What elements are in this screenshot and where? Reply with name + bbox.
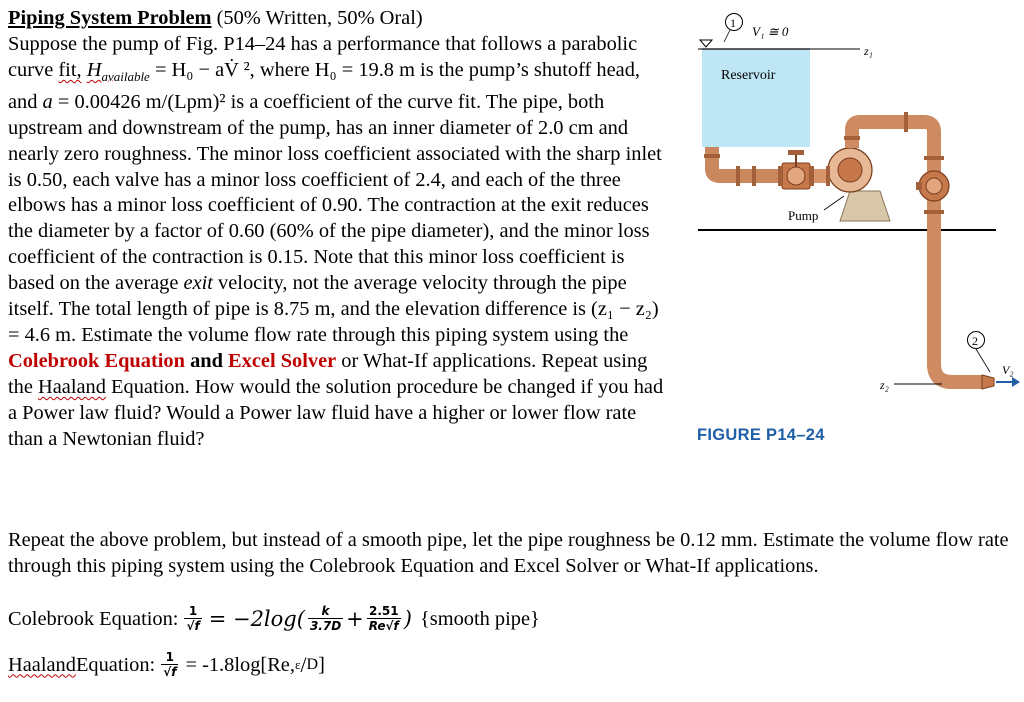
haaland-end: ]	[318, 653, 325, 676]
haaland-slash: /	[300, 652, 307, 677]
point-2-label: 2	[972, 334, 978, 348]
point-1-label: 1	[730, 16, 736, 30]
excel-solver-highlight: Excel Solver	[228, 349, 337, 372]
problem-text-1: Suppose the pump of Fig. P14–24 has a performance that follows a parabolic curve	[8, 32, 638, 81]
haaland-rhs: = -1.8log[Re,	[185, 653, 295, 676]
outlet-pipe	[852, 122, 982, 382]
colebrook-close: )	[403, 607, 412, 631]
problem-text-5: or What-If applications. Repeat using the	[8, 349, 648, 398]
colebrook-lhs-fraction: $\frac{1}{√f}$	[186, 604, 200, 633]
pump-label: Pump	[788, 208, 819, 223]
pump-base	[840, 191, 890, 221]
z1-label: z₁	[864, 44, 873, 58]
colebrook-equation	[8, 604, 540, 634]
piping-figure	[690, 6, 1020, 446]
haaland-epsilon: ε	[294, 657, 301, 672]
problem-title: Piping System Problem	[8, 7, 212, 29]
repeat-text: Repeat the above problem, but instead of a smooth pipe, let the pipe roughness be 0.12 mm. Estimate the volume flow rate through this piping system using the Colebrook Equation and Excel Solver or What-If applications.	[8, 529, 1009, 577]
problem-text-4: velocity, not the average velocity through the pipe itself. The total length of pipe is 8.75 m, and the elevation difference is (z₁ − z₂) = 4.6 m. Estimate the volume flow rate through this piping system using the	[8, 272, 659, 346]
water-surface-marker	[700, 40, 712, 47]
problem-text-2: = H₀ − aV̇ ², where H₀ = 19.8 m is the pump’s shutoff head, and	[8, 58, 640, 113]
reservoir-water	[702, 49, 810, 147]
problem-statement	[8, 6, 668, 452]
colebrook-highlight: Colebrook Equation	[8, 349, 185, 372]
problem-text-3: = 0.00426 m/(Lpm)² is a coefficient of the curve fit. The pipe, both upstream and downstream of the pump, has an inner diameter of 2.0 cm and nearly zero roughness. The minor loss coefficient associated with the sharp inlet is 0.50, each valve has a minor loss coefficient of 2.4, and each of the three elbows has a minor loss coefficient of 0.90. The contraction at the exit reduces the diameter by a factor of 0.60 (60% of the pipe diameter), and the minor loss coefficient of the contraction is 0.15. Note that this minor loss coefficient is based on the average	[8, 90, 662, 295]
fit-word: fit,	[58, 58, 82, 81]
figure-caption: FIGURE P14–24	[697, 426, 825, 444]
colebrook-rhs-start: = −2log(	[208, 607, 305, 631]
reservoir-label: Reservoir	[721, 68, 776, 83]
and-word: and	[184, 349, 229, 372]
exit-contraction	[982, 375, 994, 389]
colebrook-plus: +	[346, 607, 364, 631]
h-available: $H_{available}$	[86, 58, 150, 84]
haaland-lhs-fraction: $\frac{1}{√f}$	[163, 650, 177, 679]
haaland-label-word: Haaland	[8, 653, 76, 676]
haaland-D: D	[306, 656, 319, 673]
colebrook-note: {smooth pipe}	[419, 607, 540, 630]
colebrook-re-fraction: $\frac{2.51}{Re√f}$	[368, 604, 399, 633]
coefficient-a: a	[42, 90, 53, 113]
haaland-word: Haaland	[38, 375, 106, 398]
exit-word: exit	[183, 272, 213, 295]
z2-label: z₂	[880, 378, 889, 392]
colebrook-k-fraction: $\frac{k}{3.7D}$	[309, 604, 342, 633]
problem-title-suffix: (50% Written, 50% Oral)	[211, 7, 423, 29]
v2-label: V₂	[1002, 363, 1014, 377]
problem-text-6: Equation. How would the solution procedure be changed if you had a Power law fluid? Would a Power law fluid have a higher or lower flow rate than a Newtonian fluid?	[8, 375, 664, 450]
haaland-label-rest: Equation:	[75, 653, 156, 676]
haaland-equation	[8, 650, 325, 680]
v1-label: V₁ ≅ 0	[752, 24, 789, 39]
colebrook-label: Colebrook Equation:	[8, 607, 179, 630]
repeat-paragraph	[8, 528, 1013, 580]
